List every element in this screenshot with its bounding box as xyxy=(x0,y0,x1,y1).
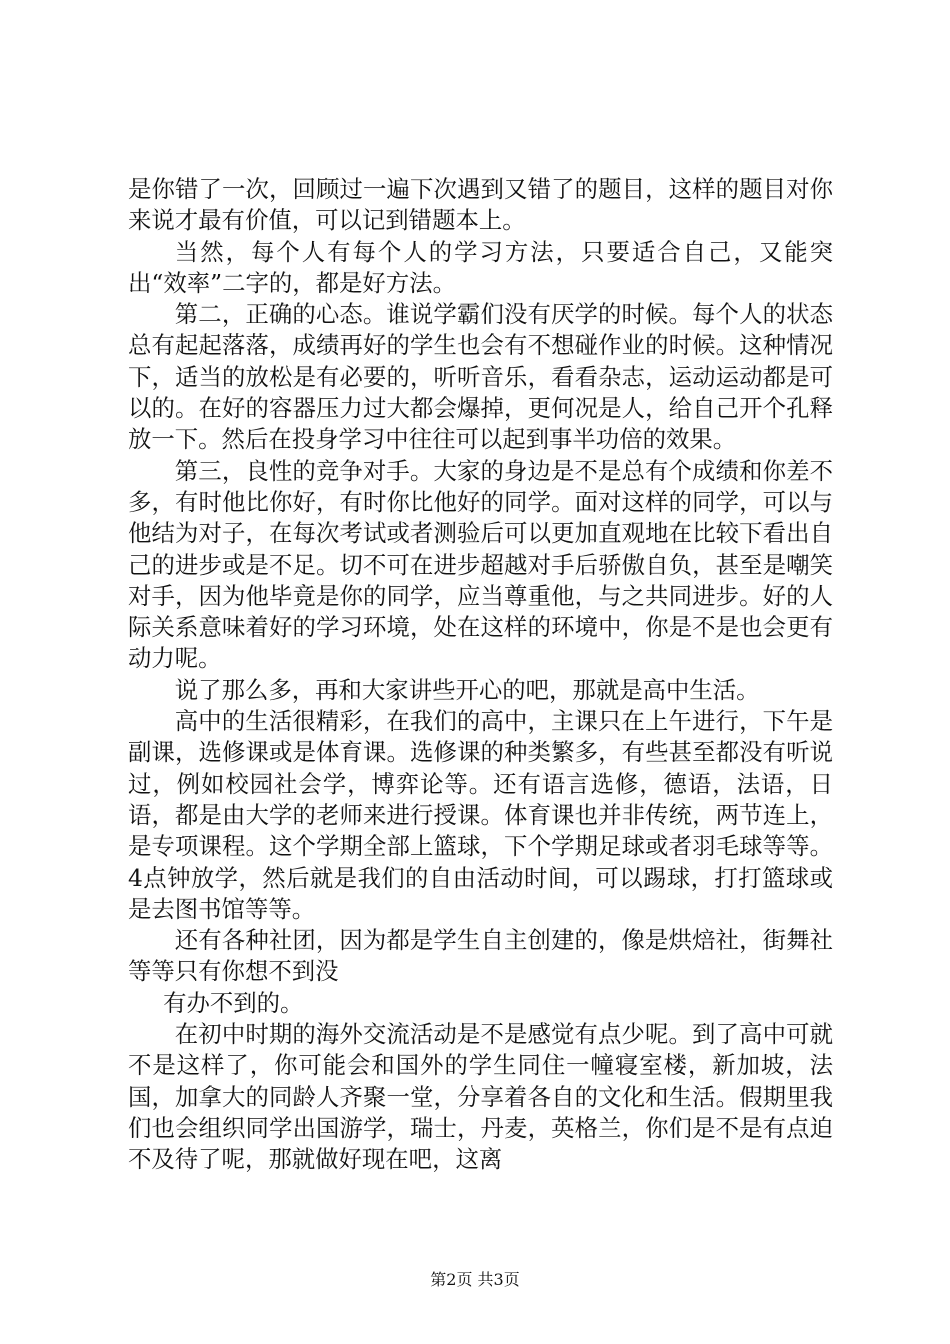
paragraph-8: 有办不到的。 xyxy=(163,988,304,1017)
paragraph-1: 是你错了一次，回顾过一遍下次遇到又错了的题目，这样的题目对你来说才最有价值，可以记到错题本上。 xyxy=(128,175,833,235)
paragraph-2: 当然，每个人有每个人的学习方法，只要适合自己，又能突出“效率”二字的，都是好方法。 xyxy=(128,237,833,297)
paragraph-5: 说了那么多，再和大家讲些开心的吧，那就是高中生活。 xyxy=(174,675,760,704)
paragraph-9: 在初中时期的海外交流活动是不是感觉有点少呢。到了高中可就不是这样了，你可能会和国外的学生同住一幢寝室楼，新加坡，法国，加拿大的同龄人齐聚一堂，分享着各自的文化和生活。假期里我们也会组织同学出国游学，瑞士，丹麦，英格兰，你们是不是有点迫不及待了呢，那就做好现在吧，这离 xyxy=(128,1020,833,1174)
paragraph-6: 高中的生活很精彩，在我们的高中，主课只在上午进行，下午是副课，选修课或是体育课。选修课的种类繁多，有些甚至都没有听说过，例如校园社会学，博弈论等。还有语言选修，德语，法语，日语，都是由大学的老师来进行授课。体育课也并非传统，两节连上，是专项课程。这个学期全部上篮球，下个学期足球或者羽毛球等等。4点钟放学，然后就是我们的自由活动时间，可以踢球，打打篮球或是去图书馆等等。 xyxy=(128,707,833,923)
paragraph-3: 第二，正确的心态。谁说学霸们没有厌学的时候。每个人的状态总有起起落落，成绩再好的学生也会有不想碰作业的时候。这种情况下，适当的放松是有必要的，听听音乐，看看杂志，运动运动都是可以的。在好的容器压力过大都会爆掉，更何况是人，给自己开个孔释放一下。然后在投身学习中往往可以起到事半功倍的效果。 xyxy=(128,300,833,454)
paragraph-7: 还有各种社团，因为都是学生自主创建的，像是烘焙社，街舞社等等只有你想不到没 xyxy=(128,926,833,986)
paragraph-4: 第三，良性的竞争对手。大家的身边是不是总有个成绩和你差不多，有时他比你好，有时你比他好的同学。面对这样的同学，可以与他结为对子，在每次考试或者测验后可以更加直观地在比较下看出自己的进步或是不足。切不可在进步超越对手后骄傲自负，甚至是嘲笑对手，因为他毕竟是你的同学，应当尊重他，与之共同进步。好的人际关系意味着好的学习环境，处在这样的环境中，你是不是也会更有动力呢。 xyxy=(128,456,833,673)
document-body xyxy=(128,174,833,1176)
page-number-footer: 第2页 共3页 xyxy=(430,1270,520,1289)
